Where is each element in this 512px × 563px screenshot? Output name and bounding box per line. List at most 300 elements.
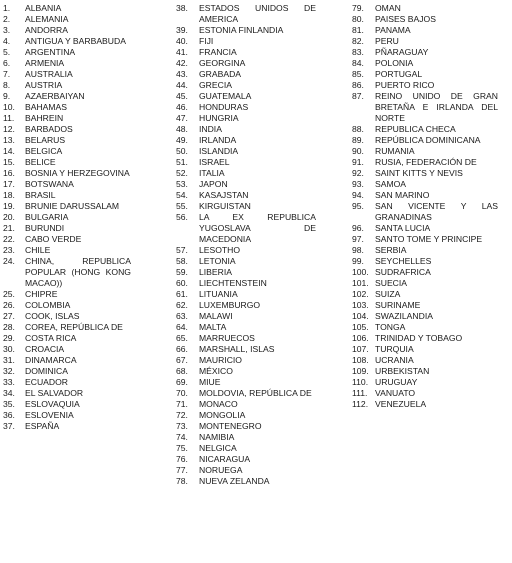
country-name: ARMENIA	[25, 58, 65, 68]
country-name: GRABADA	[199, 69, 242, 79]
country-name: HUNGRIA	[199, 113, 239, 123]
country-name: RUSIA, FEDERACIÓN DE	[375, 157, 477, 167]
country-name: INDIA	[199, 124, 222, 134]
item-number: 80.	[352, 14, 364, 24]
item-number: 28.	[3, 322, 15, 332]
list-item	[352, 47, 498, 58]
item-number: 67.	[176, 355, 188, 365]
country-name: COLOMBIA	[25, 300, 71, 310]
country-name: SUIZA	[375, 289, 401, 299]
country-name: ISRAEL	[199, 157, 230, 167]
country-name: DOMINICA	[25, 366, 68, 376]
item-number: 60.	[176, 278, 188, 288]
list-item	[3, 102, 131, 113]
country-name: BAHREIN	[25, 113, 64, 123]
item-number: 81.	[352, 25, 364, 35]
list-item	[176, 333, 316, 344]
item-number: 38.	[176, 3, 188, 13]
item-number: 96.	[352, 223, 364, 233]
list-item	[352, 234, 498, 245]
list-item	[3, 234, 131, 245]
item-number: 40.	[176, 36, 188, 46]
item-number: 88.	[352, 124, 364, 134]
country-name: LETONIA	[199, 256, 236, 266]
item-number: 3.	[3, 25, 11, 35]
item-number: 100.	[352, 267, 369, 277]
item-number: 112.	[352, 399, 369, 409]
item-number: 53.	[176, 179, 188, 189]
item-number: 68.	[176, 366, 188, 376]
country-name: EL SALVADOR	[25, 388, 84, 398]
list-item	[3, 124, 131, 135]
item-number: 17.	[3, 179, 15, 189]
country-name: REPUBLICA CHECA	[375, 124, 456, 134]
list-item	[176, 256, 316, 267]
list-item	[176, 245, 316, 256]
item-number: 58.	[176, 256, 188, 266]
country-name: BELGICA	[25, 146, 63, 156]
list-item	[352, 124, 498, 135]
country-name: AZAERBAIYAN	[25, 91, 85, 101]
item-number: 82.	[352, 36, 364, 46]
country-name: SWAZILANDIA	[375, 311, 433, 321]
list-item	[352, 201, 498, 223]
item-number: 84.	[352, 58, 364, 68]
item-number: 78.	[176, 476, 188, 486]
item-number: 52.	[176, 168, 188, 178]
item-number: 61.	[176, 289, 188, 299]
list-item	[352, 344, 498, 355]
country-name: OMAN	[375, 3, 401, 13]
country-name: AUSTRIA	[25, 80, 63, 90]
list-item	[176, 289, 316, 300]
item-number: 99.	[352, 256, 364, 266]
list-item	[352, 388, 498, 399]
country-name: LIBERIA	[199, 267, 232, 277]
list-item	[3, 300, 131, 311]
list-item	[3, 47, 131, 58]
country-name: URUGUAY	[375, 377, 418, 387]
item-number: 44.	[176, 80, 188, 90]
item-number: 104.	[352, 311, 369, 321]
list-item	[352, 3, 498, 14]
country-name: CHIPRE	[25, 289, 58, 299]
country-name: FIJI	[199, 36, 214, 46]
country-name: AUSTRALIA	[25, 69, 73, 79]
list-item	[3, 311, 131, 322]
list-item	[3, 344, 131, 355]
list-item	[352, 333, 498, 344]
item-number: 95.	[352, 201, 364, 211]
list-item	[176, 366, 316, 377]
country-name: ALBANIA	[25, 3, 62, 13]
country-name: GRECIA	[199, 80, 232, 90]
item-number: 34.	[3, 388, 15, 398]
list-item	[176, 135, 316, 146]
country-name: TURQUIA	[375, 344, 414, 354]
country-name: BELICE	[25, 157, 56, 167]
list-item	[352, 179, 498, 190]
item-number: 86.	[352, 80, 364, 90]
item-number: 57.	[176, 245, 188, 255]
list-item	[176, 25, 316, 36]
item-number: 46.	[176, 102, 188, 112]
country-name: MOLDOVIA, REPÚBLICA DE	[199, 388, 312, 398]
country-name: NORUEGA	[199, 465, 243, 475]
item-number: 12.	[3, 124, 15, 134]
item-number: 42.	[176, 58, 188, 68]
item-number: 74.	[176, 432, 188, 442]
item-number: 110.	[352, 377, 369, 387]
item-number: 18.	[3, 190, 15, 200]
item-number: 31.	[3, 355, 15, 365]
country-name: KASAJSTAN	[199, 190, 249, 200]
country-name: MALTA	[199, 322, 227, 332]
country-name: CROACIA	[25, 344, 65, 354]
country-name: SANTO TOME Y PRINCIPE	[375, 234, 483, 244]
country-name: PORTUGAL	[375, 69, 423, 79]
list-item	[3, 410, 131, 421]
country-name: ESTADOS UNIDOS DE AMERICA	[199, 3, 316, 24]
list-item	[176, 190, 316, 201]
item-number: 111.	[352, 388, 368, 398]
list-item	[352, 80, 498, 91]
country-name: BAHAMAS	[25, 102, 68, 112]
item-number: 43.	[176, 69, 188, 79]
item-number: 66.	[176, 344, 188, 354]
item-number: 107.	[352, 344, 369, 354]
country-name: COSTA RICA	[25, 333, 77, 343]
list-item	[176, 36, 316, 47]
item-number: 85.	[352, 69, 364, 79]
item-number: 76.	[176, 454, 188, 464]
list-item	[352, 399, 498, 410]
country-name: CHILE	[25, 245, 51, 255]
item-number: 77.	[176, 465, 188, 475]
country-column-2	[176, 3, 316, 487]
list-item	[3, 355, 131, 366]
country-name: PERU	[375, 36, 399, 46]
list-item	[3, 388, 131, 399]
list-item	[176, 300, 316, 311]
item-number: 103.	[352, 300, 369, 310]
item-number: 47.	[176, 113, 188, 123]
country-name: TONGA	[375, 322, 406, 332]
item-number: 75.	[176, 443, 188, 453]
item-number: 79.	[352, 3, 364, 13]
item-number: 87.	[352, 91, 364, 101]
item-number: 101.	[352, 278, 369, 288]
list-item	[176, 69, 316, 80]
country-name: MIUE	[199, 377, 221, 387]
country-name: ECUADOR	[25, 377, 68, 387]
list-item	[176, 47, 316, 58]
list-item	[3, 322, 131, 333]
list-item	[352, 14, 498, 25]
list-item	[3, 14, 131, 25]
list-item	[3, 333, 131, 344]
country-name: NUEVA ZELANDA	[199, 476, 270, 486]
list-item	[352, 223, 498, 234]
country-column-3	[352, 3, 498, 410]
country-name: CABO VERDE	[25, 234, 82, 244]
country-name: ANDORRA	[25, 25, 68, 35]
country-name: SAMOA	[375, 179, 407, 189]
country-name: PÑARAGUAY	[375, 47, 429, 57]
list-item	[352, 168, 498, 179]
country-name: SEYCHELLES	[375, 256, 432, 266]
country-name: GUATEMALA	[199, 91, 252, 101]
country-name: HONDURAS	[199, 102, 249, 112]
item-number: 8.	[3, 80, 11, 90]
list-item	[3, 399, 131, 410]
list-item	[352, 289, 498, 300]
country-name: ESPAÑA	[25, 421, 60, 431]
item-number: 90.	[352, 146, 364, 156]
country-name: MONACO	[199, 399, 238, 409]
list-item	[352, 311, 498, 322]
item-number: 89.	[352, 135, 364, 145]
list-item	[176, 454, 316, 465]
list-item	[176, 476, 316, 487]
item-number: 45.	[176, 91, 188, 101]
list-item	[176, 102, 316, 113]
item-number: 93.	[352, 179, 364, 189]
item-number: 1.	[3, 3, 11, 13]
item-number: 73.	[176, 421, 188, 431]
list-item	[3, 3, 131, 14]
country-name: LITUANIA	[199, 289, 238, 299]
list-item	[3, 113, 131, 124]
list-item	[176, 179, 316, 190]
country-name: SAINT KITTS Y NEVIS	[375, 168, 463, 178]
list-item	[176, 465, 316, 476]
list-item	[3, 201, 131, 212]
list-item	[352, 267, 498, 278]
list-item	[3, 146, 131, 157]
list-item	[3, 91, 131, 102]
list-item	[176, 267, 316, 278]
item-number: 69.	[176, 377, 188, 387]
item-number: 50.	[176, 146, 188, 156]
item-number: 23.	[3, 245, 15, 255]
list-item	[352, 366, 498, 377]
country-name: DINAMARCA	[25, 355, 77, 365]
country-name: BOTSWANA	[25, 179, 74, 189]
item-number: 106.	[352, 333, 369, 343]
item-number: 59.	[176, 267, 188, 277]
list-item	[352, 91, 498, 124]
country-name: BARBADOS	[25, 124, 73, 134]
list-item	[352, 58, 498, 69]
list-item	[176, 322, 316, 333]
item-number: 72.	[176, 410, 188, 420]
country-name: ARGENTINA	[25, 47, 76, 57]
item-number: 11.	[3, 113, 15, 123]
list-item	[176, 344, 316, 355]
country-name: SERBIA	[375, 245, 407, 255]
country-name: MALAWI	[199, 311, 233, 321]
country-name: SANTA LUCIA	[375, 223, 431, 233]
list-item	[176, 212, 316, 245]
list-item	[3, 256, 131, 289]
list-item	[3, 157, 131, 168]
item-number: 51.	[176, 157, 188, 167]
country-name: VANUATO	[375, 388, 416, 398]
list-item	[176, 410, 316, 421]
list-item	[176, 80, 316, 91]
item-number: 22.	[3, 234, 15, 244]
item-number: 102.	[352, 289, 369, 299]
item-number: 33.	[3, 377, 15, 387]
list-item	[176, 278, 316, 289]
country-name: LIECHTENSTEIN	[199, 278, 267, 288]
country-name: FRANCIA	[199, 47, 237, 57]
list-item	[176, 443, 316, 454]
item-number: 108.	[352, 355, 369, 365]
list-item	[3, 58, 131, 69]
list-item	[352, 355, 498, 366]
list-item	[352, 322, 498, 333]
item-number: 71.	[176, 399, 188, 409]
country-name: ESLOVENIA	[25, 410, 74, 420]
item-number: 56.	[176, 212, 188, 222]
list-item	[352, 146, 498, 157]
country-name: ANTIGUA Y BARBABUDA	[25, 36, 126, 46]
country-name: MÉXICO	[199, 366, 233, 376]
item-number: 98.	[352, 245, 364, 255]
item-number: 32.	[3, 366, 15, 376]
list-item	[352, 300, 498, 311]
country-name: IRLANDA	[199, 135, 237, 145]
item-number: 54.	[176, 190, 188, 200]
country-name: NICARAGUA	[199, 454, 251, 464]
list-item	[3, 69, 131, 80]
list-item	[352, 377, 498, 388]
item-number: 55.	[176, 201, 188, 211]
item-number: 20.	[3, 212, 15, 222]
list-item	[176, 58, 316, 69]
item-number: 109.	[352, 366, 369, 376]
list-item	[3, 179, 131, 190]
item-number: 49.	[176, 135, 188, 145]
list-item	[176, 311, 316, 322]
item-number: 14.	[3, 146, 15, 156]
item-number: 21.	[3, 223, 15, 233]
list-item	[176, 168, 316, 179]
country-name: BRASIL	[25, 190, 56, 200]
item-number: 36.	[3, 410, 15, 420]
list-item	[352, 190, 498, 201]
item-number: 92.	[352, 168, 364, 178]
item-number: 94.	[352, 190, 364, 200]
country-name: BELARUS	[25, 135, 66, 145]
list-item	[176, 432, 316, 443]
list-item	[176, 3, 316, 25]
country-name: MONGOLIA	[199, 410, 246, 420]
item-number: 2.	[3, 14, 11, 24]
country-name: NELGICA	[199, 443, 237, 453]
country-name: COOK, ISLAS	[25, 311, 80, 321]
country-name: BRUNIE DARUSSALAM	[25, 201, 120, 211]
item-number: 39.	[176, 25, 188, 35]
item-number: 15.	[3, 157, 15, 167]
country-name: MARRUECOS	[199, 333, 255, 343]
list-item	[3, 366, 131, 377]
list-item	[176, 399, 316, 410]
item-number: 7.	[3, 69, 11, 79]
country-name: TRINIDAD Y TOBAGO	[375, 333, 463, 343]
country-name: MARSHALL, ISLAS	[199, 344, 275, 354]
country-name: ALEMANIA	[25, 14, 69, 24]
country-name: COREA, REPÚBLICA DE	[25, 322, 123, 332]
list-item	[3, 289, 131, 300]
country-column-1	[3, 3, 131, 432]
country-name: RUMANIA	[375, 146, 415, 156]
list-item	[3, 245, 131, 256]
list-item	[3, 36, 131, 47]
country-name: ESTONIA FINLANDIA	[199, 25, 284, 35]
list-item	[352, 25, 498, 36]
list-item	[352, 157, 498, 168]
item-number: 19.	[3, 201, 15, 211]
item-number: 10.	[3, 102, 15, 112]
list-item	[352, 135, 498, 146]
item-number: 37.	[3, 421, 15, 431]
country-name: NAMIBIA	[199, 432, 235, 442]
list-item	[3, 212, 131, 223]
item-number: 48.	[176, 124, 188, 134]
country-name: PUERTO RICO	[375, 80, 435, 90]
country-name: BULGARIA	[25, 212, 69, 222]
country-name: GEORGINA	[199, 58, 246, 68]
item-number: 62.	[176, 300, 188, 310]
item-number: 13.	[3, 135, 15, 145]
item-number: 41.	[176, 47, 188, 57]
country-name: KIRGUISTAN	[199, 201, 251, 211]
list-item	[3, 421, 131, 432]
list-item	[176, 201, 316, 212]
item-number: 16.	[3, 168, 15, 178]
list-item	[3, 223, 131, 234]
item-number: 24.	[3, 256, 15, 266]
country-name: SAN MARINO	[375, 190, 430, 200]
list-item	[176, 388, 316, 399]
country-name: POLONIA	[375, 58, 414, 68]
list-item	[176, 124, 316, 135]
list-item	[352, 278, 498, 289]
list-item	[176, 146, 316, 157]
list-item	[176, 355, 316, 366]
list-item	[176, 113, 316, 124]
country-name: SUDRAFRICA	[375, 267, 431, 277]
country-name: SURINAME	[375, 300, 421, 310]
item-number: 6.	[3, 58, 11, 68]
list-item	[3, 190, 131, 201]
list-item	[176, 377, 316, 388]
list-item	[176, 91, 316, 102]
country-name: REINO UNIDO DE GRAN BRETAÑA E IRLANDA DEL NORTE	[375, 91, 498, 123]
item-number: 5.	[3, 47, 11, 57]
list-item	[352, 69, 498, 80]
item-number: 70.	[176, 388, 188, 398]
item-number: 25.	[3, 289, 15, 299]
list-item	[3, 377, 131, 388]
country-name: LUXEMBURGO	[199, 300, 261, 310]
list-item	[352, 256, 498, 267]
country-name: REPÚBLICA DOMINICANA	[375, 135, 481, 145]
country-name: ITALIA	[199, 168, 225, 178]
